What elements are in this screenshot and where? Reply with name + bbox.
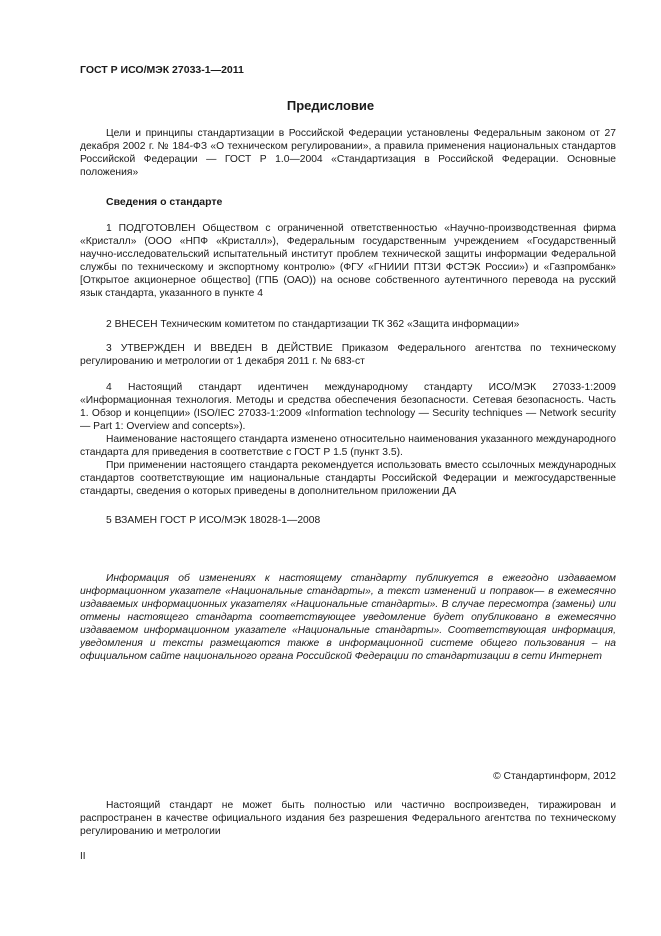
item-2-paragraph: 2 ВНЕСЕН Техническим комитетом по стандартизации ТК 362 «Защита информации» [106, 319, 520, 330]
item-4-paragraph: 4 Настоящий стандарт идентичен международному стандарту ИСО/МЭК 27033-1:2009 «Информационная технология. Методы и средства обеспечения безопасности. Сетевая безопасность. Часть 1. Обзор и концепции» (ISO/IEC 27033-1:2009 «Information technology — Security techniques — Network security — Part 1: Overview and concepts»). [80, 382, 616, 432]
item-1-paragraph: 1 ПОДГОТОВЛЕН Обществом с ограниченной ответственностью «Научно-производственная фирма «Кристалл» (ООО «НПФ «Кристалл»), Федеральным государственным учреждением «Государственный научно-исследовательский испытательный институт проблем технической защиты информации Федеральной службы по техническому и экспортному контролю» (ФГУ «ГНИИИ ПТЗИ ФСТЭК России») и «Газпромбанк» [Открытое акционерное общество] (ГПБ (ОАО)) на основе собственного аутентичного перевода на русский язык стандарта, указанного в пункте 4 [80, 223, 616, 299]
item-4-rename-paragraph: Наименование настоящего стандарта изменено относительно наименования указанного международного стандарта для приведения в соответствие с ГОСТ Р 1.5 (пункт 3.5). [80, 434, 616, 458]
document-code: ГОСТ Р ИСО/МЭК 27033-1—2011 [80, 64, 244, 76]
changes-notice-paragraph: Информация об изменениях к настоящему стандарту публикуется в ежегодно издаваемом информационном указателе «Национальные стандарты», а текст изменений и поправок— в ежемесячно издаваемых информационных указателях «Национальные стандарты». В случае пересмотра (замены) или отмены настоящего стандарта соответствующее уведомление будет опубликовано в ежемесячно издаваемом информационном указателе «Национальные стандарты». Соответствующая информация, уведомления и тексты размещаются также в информационной системе общего пользования – на официальном сайте национального органа Российской Федерации по стандартизации в сети Интернет [80, 573, 616, 662]
item-3-paragraph: 3 УТВЕРЖДЕН И ВВЕДЕН В ДЕЙСТВИЕ Приказом Федерального агентства по техническому регулированию и метрологии от 1 декабря 2011 г. № 683-ст [80, 343, 616, 367]
page-number: II [80, 851, 86, 862]
item-4-references-paragraph: При применении настоящего стандарта рекомендуется использовать вместо ссылочных международных стандартов соответствующие им национальные стандарты Российской Федерации и межгосударственные стандарты, сведения о которых приведены в дополнительном приложении ДА [80, 460, 616, 497]
section-subtitle: Сведения о стандарте [106, 196, 223, 208]
intro-paragraph: Цели и принципы стандартизации в Российской Федерации установлены Федеральным законом от 27 декабря 2002 г. № 184-ФЗ «О техническом регулировании», а правила применения национальных стандартов Российской Федерации — ГОСТ Р 1.0—2004 «Стандартизация в Российской Федерации. Основные положения» [80, 128, 616, 178]
copyright-line: © Стандартинформ, 2012 [493, 771, 616, 782]
page-title: Предисловие [286, 98, 375, 113]
reproduction-restriction-paragraph: Настоящий стандарт не может быть полностью или частично воспроизведен, тиражирован и распространен в качестве официального издания без разрешения Федерального агентства по техническому регулированию и метрологии [80, 800, 616, 837]
item-5-paragraph: 5 ВЗАМЕН ГОСТ Р ИСО/МЭК 18028-1—2008 [106, 515, 321, 526]
